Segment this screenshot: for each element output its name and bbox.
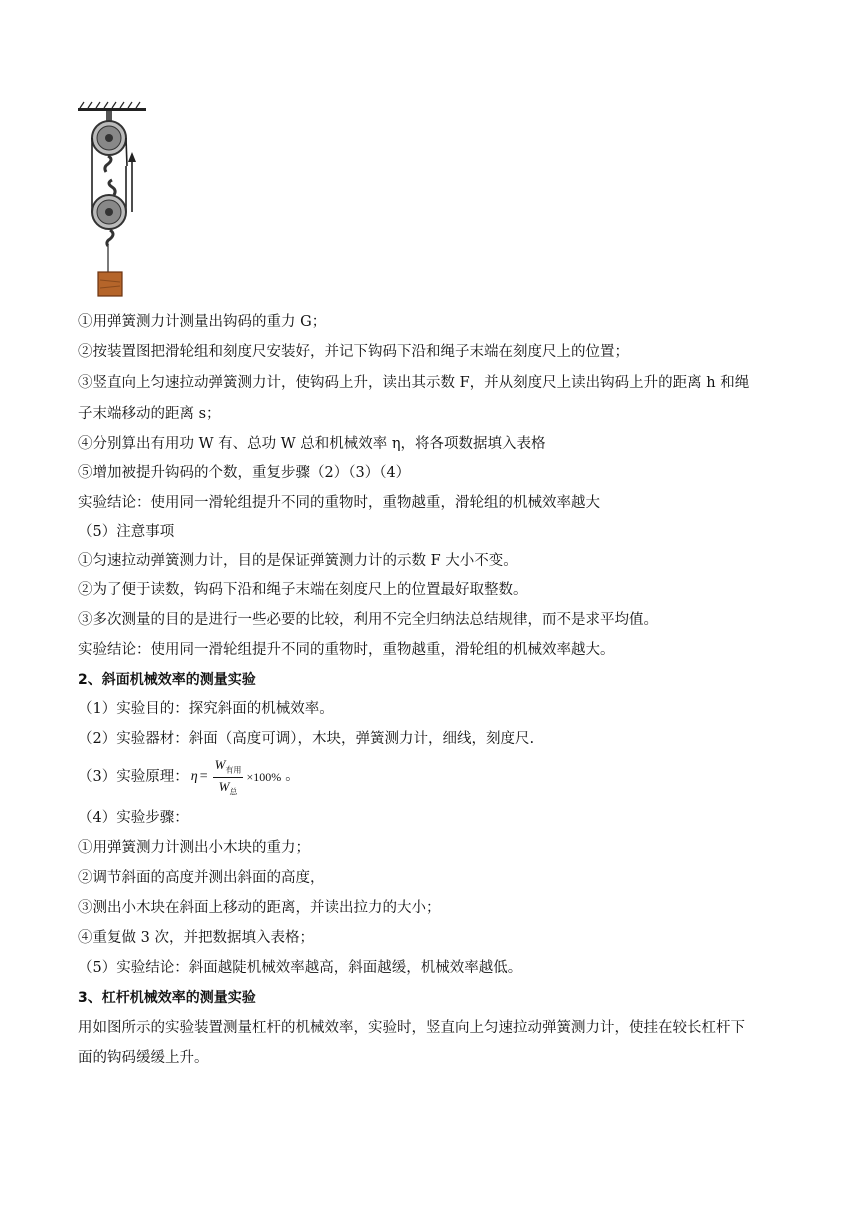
percent-factor: ×100% xyxy=(246,770,282,784)
incline-step-1: ①用弹簧测力计测出小木块的重力； xyxy=(78,840,310,856)
pulley-system-icon xyxy=(72,100,152,300)
step-2: ②按装置图把滑轮组和刻度尺安装好，并记下钩码下沿和绳子末端在刻度尺上的位置； xyxy=(78,344,629,360)
incline-purpose: （1）实验目的：探究斜面的机械效率。 xyxy=(78,701,334,717)
incline-principle xyxy=(78,756,798,797)
conclusion-2: 实验结论：使用同一滑轮组提升不同的重物时，重物越重，滑轮组的机械效率越大。 xyxy=(78,642,615,658)
equals-sign: = xyxy=(199,769,208,784)
step-3: ③竖直向上匀速拉动弹簧测力计，使钩码上升，读出其示数 F，并从刻度尺上读出钩码上升的距离 h 和绳 xyxy=(78,375,750,391)
incline-step-2: ②调节斜面的高度并测出斜面的高度， xyxy=(78,870,325,886)
conclusion-1: 实验结论：使用同一滑轮组提升不同的重物时，重物越重，滑轮组的机械效率越大 xyxy=(78,495,600,511)
incline-equipment: （2）实验器材：斜面（高度可调），木块，弹簧测力计，细线，刻度尺. xyxy=(78,731,535,747)
incline-step-4: ④重复做 3 次，并把数据填入表格； xyxy=(78,930,314,946)
fraction-denominator: $W_总$ xyxy=(218,778,238,797)
step-4: ④分别算出有用功 W 有、总功 W 总和机械效率 η，将各项数据填入表格 xyxy=(78,436,546,452)
step-3-cont: 子末端移动的距离 s； xyxy=(78,406,221,422)
fraction xyxy=(213,758,244,796)
lever-intro-2: 面的钩码缓缓上升。 xyxy=(78,1050,209,1066)
note-2: ②为了便于读数，钩码下沿和绳子末端在刻度尺上的位置最好取整数。 xyxy=(78,582,528,598)
efficiency-formula xyxy=(191,758,299,796)
incline-conclusion: （5）实验结论：斜面越陡机械效率越高，斜面越缓，机械效率越低。 xyxy=(78,960,523,976)
note-1: ①匀速拉动弹簧测力计，目的是保证弹簧测力计的示数 F 大小不变。 xyxy=(78,553,518,569)
note-3: ③多次测量的目的是进行一些必要的比较，利用不完全归纳法总结规律，而不是求平均值。 xyxy=(78,612,658,628)
incline-steps-heading: （4）实验步骤： xyxy=(78,810,189,826)
section-heading-3: 3、杠杆机械效率的测量实验 xyxy=(78,990,256,1006)
principle-label: （3）实验原理： xyxy=(78,769,189,785)
fraction-numerator: $W_{有用}$ xyxy=(213,758,244,778)
step-1: ①用弹簧测力计测量出钩码的重力 G； xyxy=(78,314,327,330)
lever-intro-1: 用如图所示的实验装置测量杠杆的机械效率，实验时，竖直向上匀速拉动弹簧测力计，使挂在较长杠杆下 xyxy=(78,1020,745,1036)
step-5: ⑤增加被提升钩码的个数，重复步骤（2）（3）（4） xyxy=(78,465,411,481)
section-heading-2: 2、斜面机械效率的测量实验 xyxy=(78,672,256,688)
notes-heading: （5）注意事项 xyxy=(78,524,175,540)
formula-period: 。 xyxy=(285,769,300,784)
incline-step-3: ③测出小木块在斜面上移动的距离，并读出拉力的大小； xyxy=(78,900,441,916)
eta-symbol: η xyxy=(190,769,198,784)
